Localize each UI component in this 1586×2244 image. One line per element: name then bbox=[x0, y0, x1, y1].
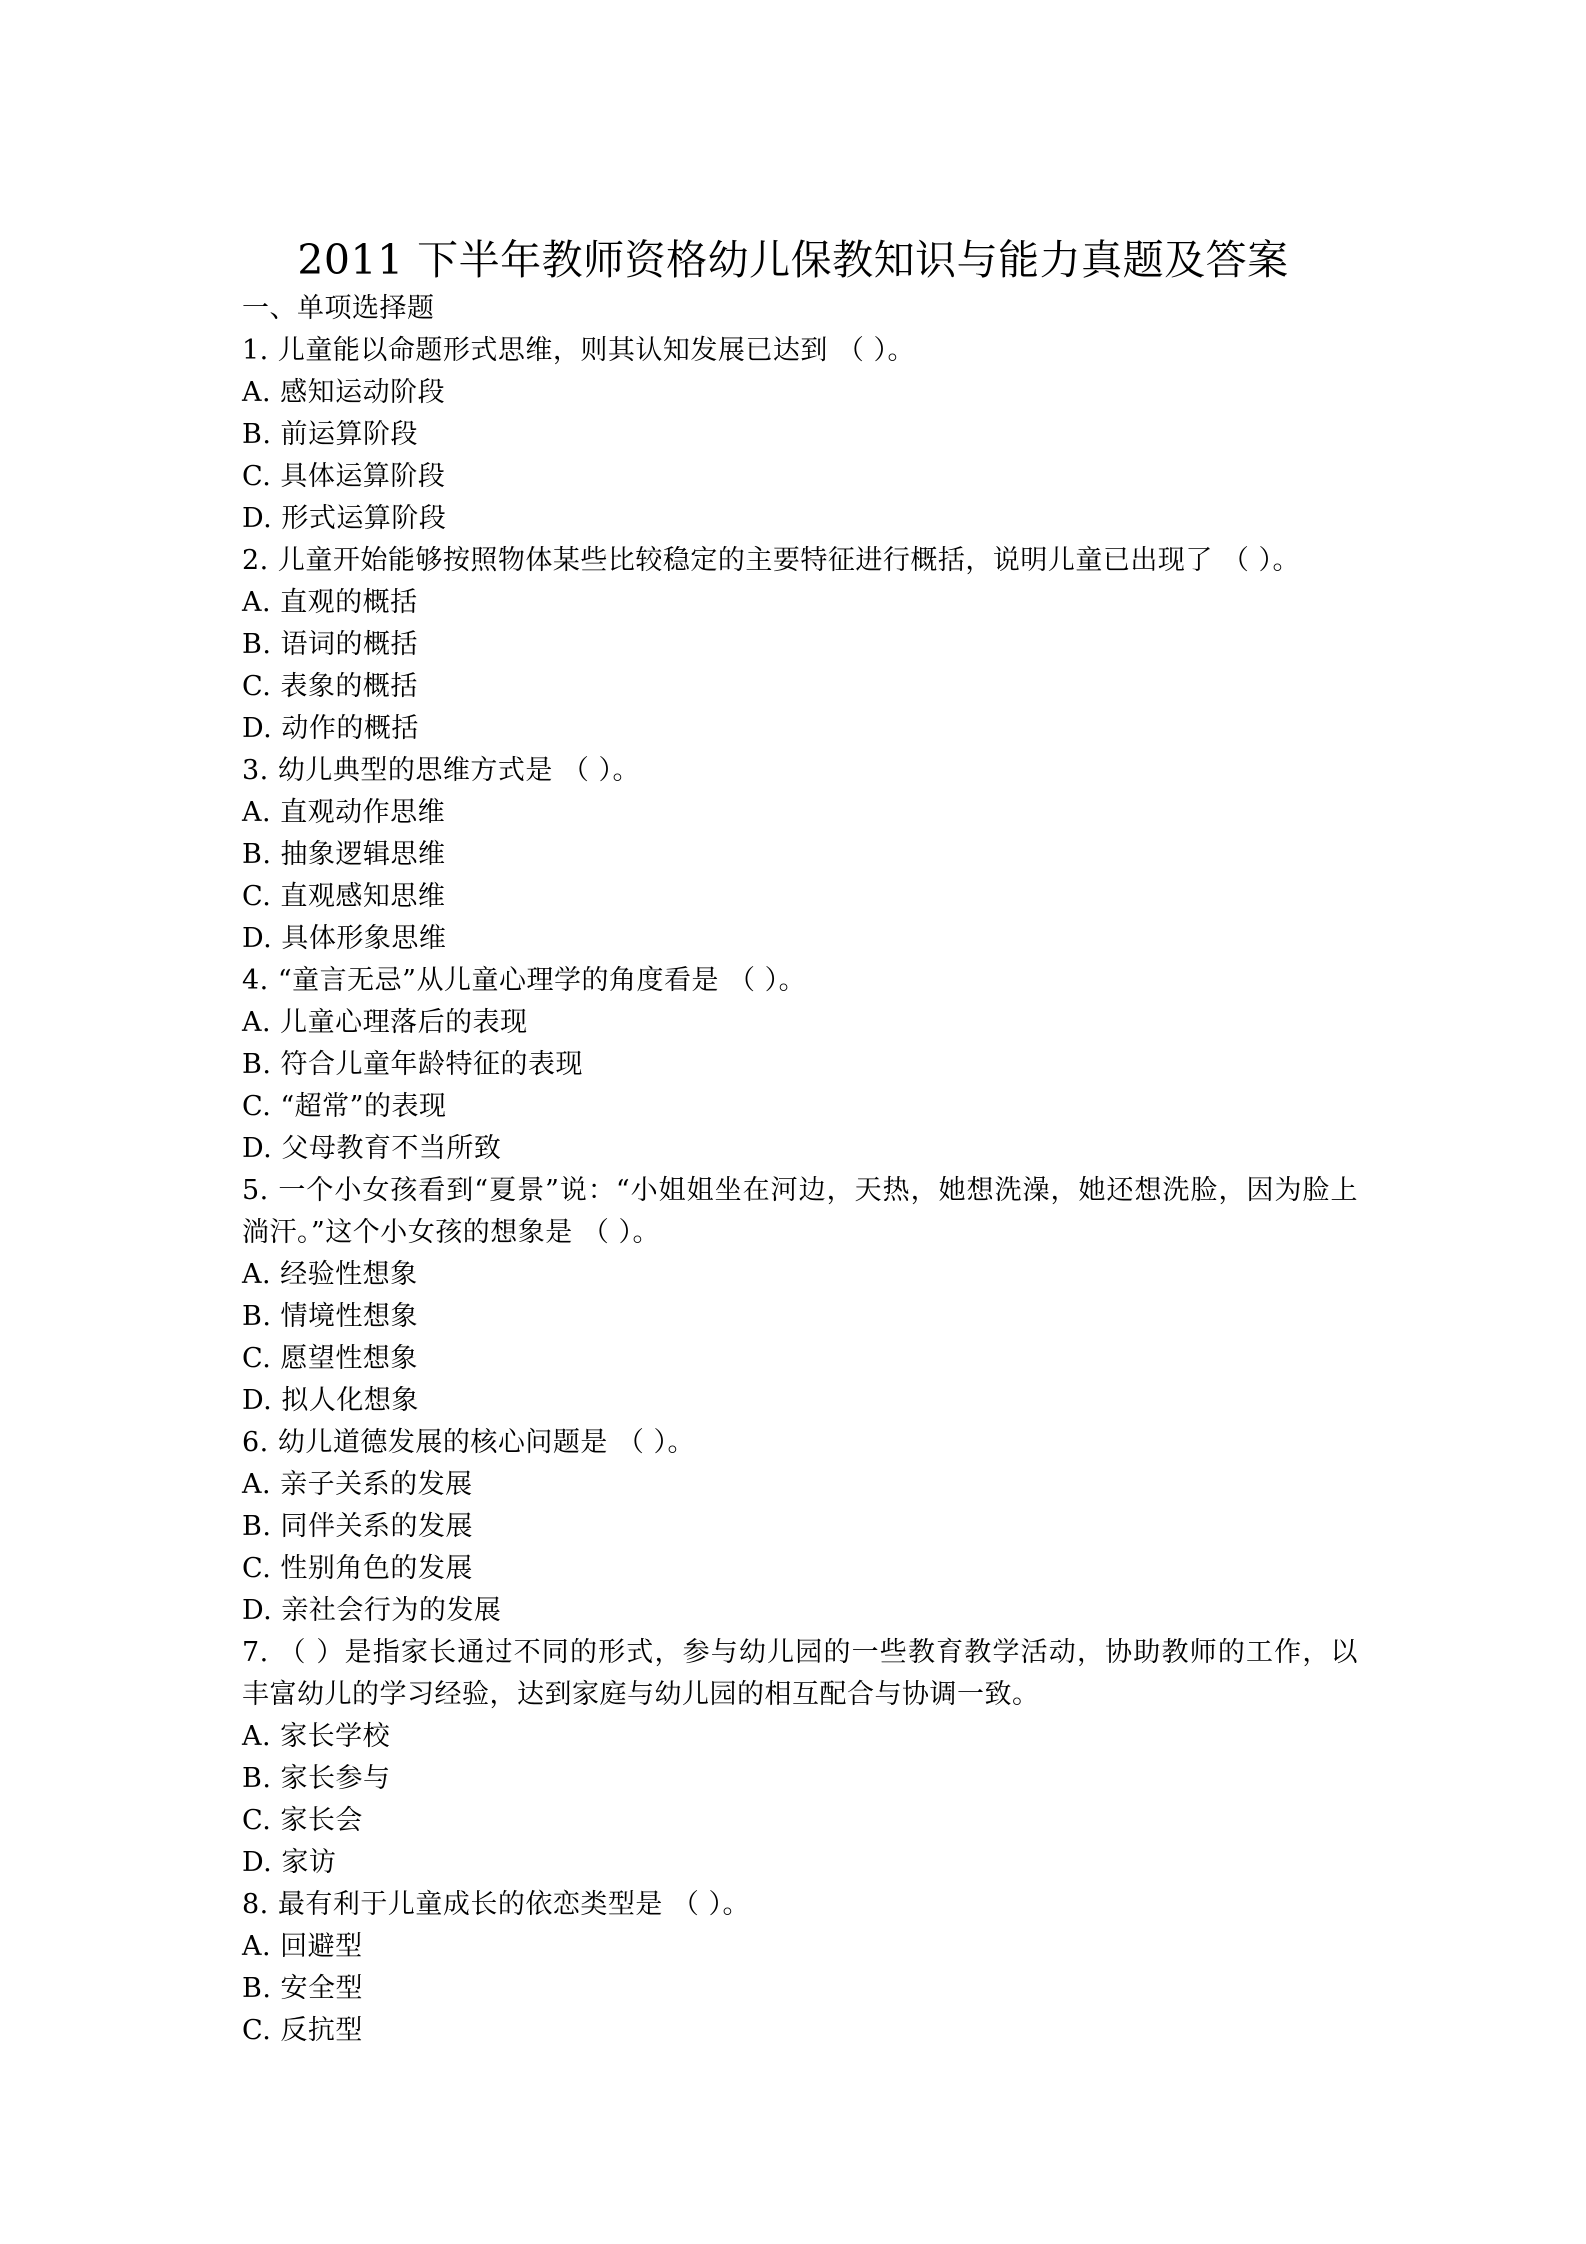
option-b: B. 安全型 bbox=[242, 1973, 364, 2004]
option-d: D. 亲社会行为的发展 bbox=[242, 1595, 502, 1626]
option-a: A. 感知运动阶段 bbox=[242, 377, 446, 408]
option-d: D. 拟人化想象 bbox=[242, 1385, 419, 1416]
option-b: B. 家长参与 bbox=[242, 1763, 391, 1794]
option-d: D. 父母教育不当所致 bbox=[242, 1133, 502, 1164]
option-c: C. 愿望性想象 bbox=[242, 1343, 418, 1374]
option-d: D. 具体形象思维 bbox=[242, 923, 447, 954]
question-1 bbox=[242, 330, 1358, 540]
option-a: A. 直观动作思维 bbox=[242, 797, 446, 828]
question-2 bbox=[242, 540, 1358, 750]
option-b: B. 抽象逻辑思维 bbox=[242, 839, 446, 870]
document-title: 2011 下半年教师资格幼儿保教知识与能力真题及答案 bbox=[297, 236, 1289, 284]
question-8 bbox=[242, 1884, 1358, 2052]
option-c: C. 性别角色的发展 bbox=[242, 1553, 473, 1584]
option-d: D. 动作的概括 bbox=[242, 713, 419, 744]
question-stem: 5. 一个小女孩看到“夏景”说：“小姐姐坐在河边，天热，她想洗澡，她还想洗脸，因为脸上淌汗。”这个小女孩的想象是 （ ）。 bbox=[242, 1175, 1358, 1248]
question-3 bbox=[242, 750, 1358, 960]
question-stem: 3. 幼儿典型的思维方式是 （ ）。 bbox=[242, 755, 641, 786]
question-stem: 7. （ ）是指家长通过不同的形式，参与幼儿园的一些教育教学活动，协助教师的工作，以丰富幼儿的学习经验，达到家庭与幼儿园的相互配合与协调一致。 bbox=[242, 1637, 1358, 1710]
option-a: A. 家长学校 bbox=[242, 1721, 391, 1752]
option-b: B. 符合儿童年龄特征的表现 bbox=[242, 1049, 584, 1080]
question-stem: 2. 儿童开始能够按照物体某些比较稳定的主要特征进行概括，说明儿童已出现了 （ ）。 bbox=[242, 545, 1301, 576]
question-stem: 1. 儿童能以命题形式思维，则其认知发展已达到 （ ）。 bbox=[242, 335, 916, 366]
option-c: C. “超常”的表现 bbox=[242, 1091, 447, 1122]
option-c: C. 反抗型 bbox=[242, 2015, 363, 2046]
option-b: B. 情境性想象 bbox=[242, 1301, 419, 1332]
option-a: A. 回避型 bbox=[242, 1931, 363, 1962]
option-a: A. 经验性想象 bbox=[242, 1259, 418, 1290]
question-stem: 4. “童言无忌”从儿童心理学的角度看是 （ ）。 bbox=[242, 965, 807, 996]
question-7 bbox=[242, 1632, 1358, 1884]
question-6 bbox=[242, 1422, 1358, 1632]
document-body bbox=[242, 288, 1358, 2052]
question-stem: 6. 幼儿道德发展的核心问题是 （ ）。 bbox=[242, 1427, 696, 1458]
option-a: A. 亲子关系的发展 bbox=[242, 1469, 473, 1500]
option-c: C. 具体运算阶段 bbox=[242, 461, 446, 492]
option-c: C. 家长会 bbox=[242, 1805, 363, 1836]
question-stem: 8. 最有利于儿童成长的依恋类型是 （ ）。 bbox=[242, 1889, 751, 1920]
option-d: D. 形式运算阶段 bbox=[242, 503, 447, 534]
question-4 bbox=[242, 960, 1358, 1170]
option-a: A. 直观的概括 bbox=[242, 587, 418, 618]
option-b: B. 语词的概括 bbox=[242, 629, 419, 660]
option-c: C. 直观感知思维 bbox=[242, 881, 446, 912]
option-c: C. 表象的概括 bbox=[242, 671, 418, 702]
option-b: B. 前运算阶段 bbox=[242, 419, 419, 450]
option-b: B. 同伴关系的发展 bbox=[242, 1511, 474, 1542]
option-d: D. 家访 bbox=[242, 1847, 337, 1878]
option-a: A. 儿童心理落后的表现 bbox=[242, 1007, 528, 1038]
question-5 bbox=[242, 1170, 1358, 1422]
section-heading: 一、单项选择题 bbox=[242, 293, 435, 324]
